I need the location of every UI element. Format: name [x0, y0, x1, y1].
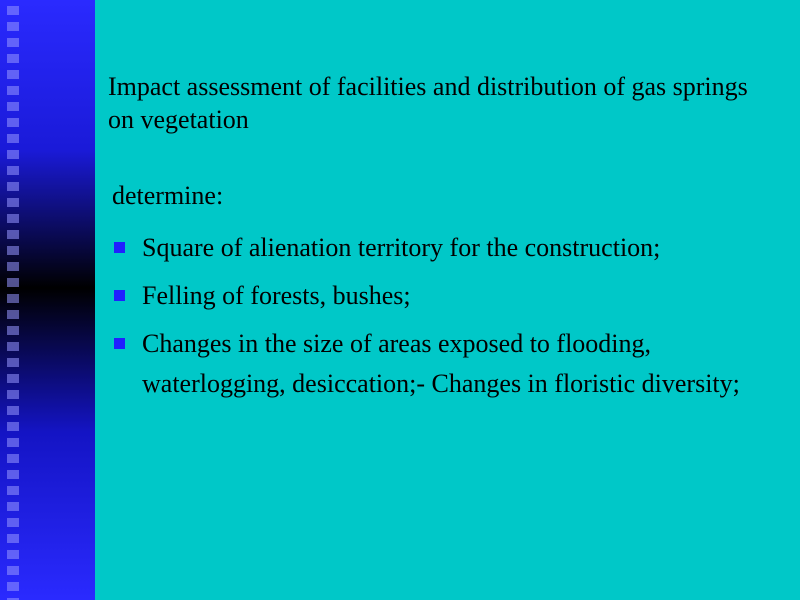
- bullet-text: Square of alienation territory for the construction;: [142, 233, 661, 262]
- bullet-item: [112, 228, 772, 268]
- bullet-text: Changes in the size of areas exposed to flooding, waterlogging, desiccation;- Changes in floristic diversity;: [142, 329, 740, 398]
- slide-title: Impact assessment of facilities and distribution of gas springs on vegetation: [108, 72, 748, 134]
- decorative-square-pattern: [4, 0, 22, 600]
- bullet-item: [112, 324, 772, 404]
- square-bullet-icon: [114, 290, 125, 301]
- square-bullet-icon: [114, 338, 125, 349]
- bullet-item: [112, 276, 772, 316]
- bullet-list: [112, 228, 772, 412]
- decorative-left-band: [0, 0, 95, 600]
- intro-text: determine:: [112, 181, 224, 210]
- square-bullet-icon: [114, 242, 125, 253]
- bullet-text: Felling of forests, bushes;: [142, 281, 411, 310]
